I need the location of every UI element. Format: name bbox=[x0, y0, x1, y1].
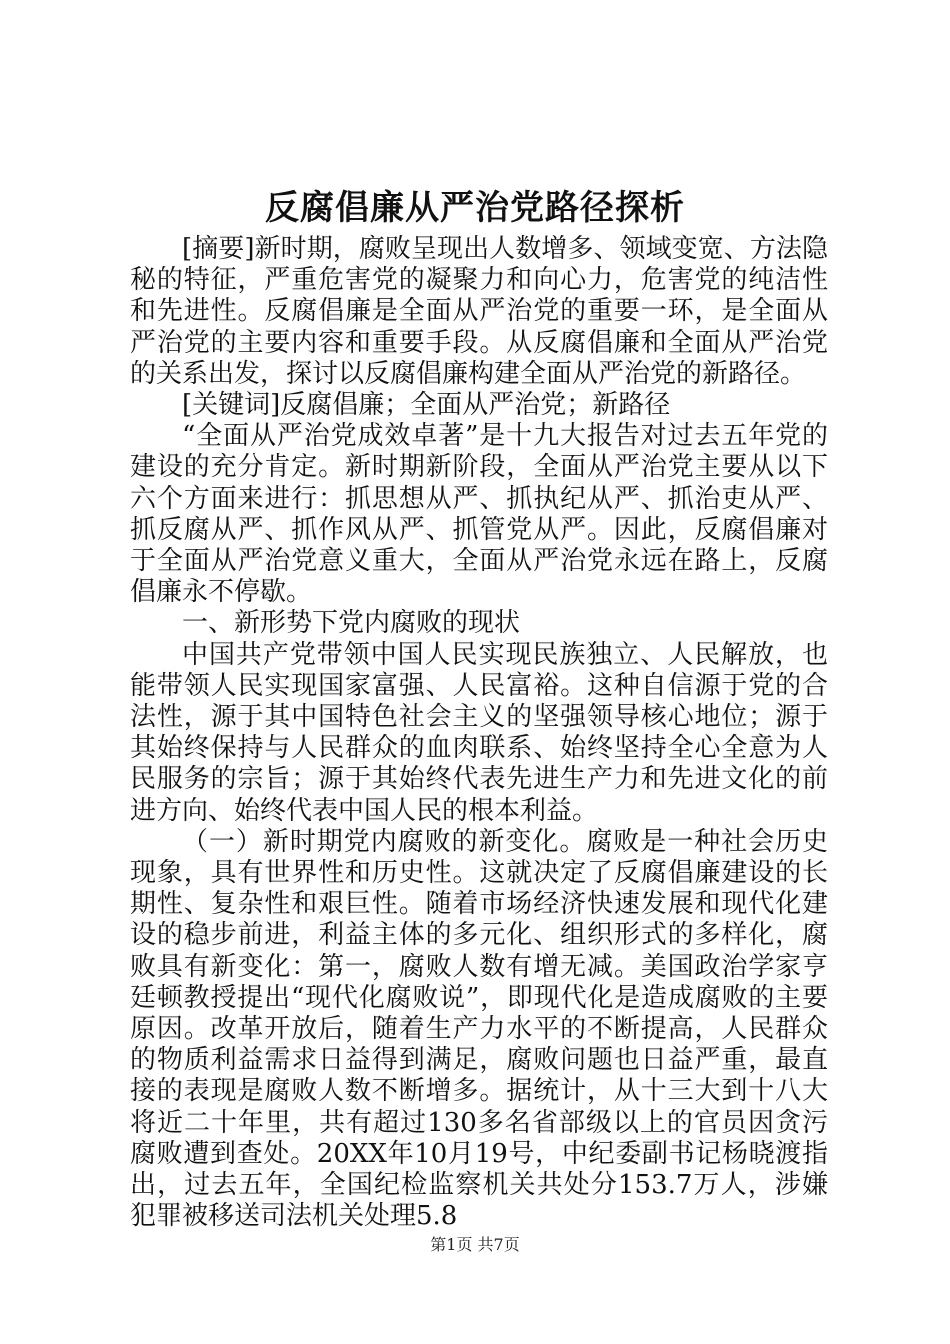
document-body bbox=[130, 234, 828, 1233]
abstract-paragraph: [摘要]新时期，腐败呈现出人数增多、领域变宽、方法隐秘的特征，严重危害党的凝聚力和向心力，危害党的纯洁性和先进性。反腐倡廉是全面从严治党的重要一环，是全面从严治党的主要内容和重要手段。从反腐倡廉和全面从严治党的关系出发，探讨以反腐倡廉构建全面从严治党的新路径。 bbox=[130, 234, 828, 389]
document-title: 反腐倡廉从严治党路径探析 bbox=[265, 188, 685, 228]
section-heading: 一、新形势下党内腐败的现状 bbox=[182, 608, 521, 639]
body-paragraph: 中国共产党带领中国人民实现民族独立、人民解放，也能带领人民实现国家富强、人民富裕。这种自信源于党的合法性，源于其中国特色社会主义的坚强领导核心地位；源于其始终保持与人民群众的血肉联系、始终坚持全心全意为人民服务的宗旨；源于其始终代表先进生产力和先进文化的前进方向、始终代表中国人民的根本利益。 bbox=[130, 639, 828, 826]
page-footer: 第1页 共7页 bbox=[430, 1235, 520, 1254]
keywords-paragraph: [关键词]反腐倡廉；全面从严治党；新路径 bbox=[182, 390, 671, 421]
intro-paragraph: “全面从严治党成效卓著”是十九大报告对过去五年党的建设的充分肯定。新时期新阶段，全面从严治党主要从以下六个方面来进行：抓思想从严、抓执纪从严、抓治吏从严、抓反腐从严、抓作风从严、抓管党从严。因此，反腐倡廉对于全面从严治党意义重大，全面从严治党永远在路上，反腐倡廉永不停歇。 bbox=[130, 421, 828, 608]
subsection-paragraph: （一）新时期党内腐败的新变化。腐败是一种社会历史现象，具有世界性和历史性。这就决定了反腐倡廉建设的长期性、复杂性和艰巨性。随着市场经济快速发展和现代化建设的稳步前进，利益主体的多元化、组织形式的多样化，腐败具有新变化：第一，腐败人数有增无减。美国政治学家亨廷顿教授提出“现代化腐败说”，即现代化是造成腐败的主要原因。改革开放后，随着生产力水平的不断提高，人民群众的物质利益需求日益得到满足，腐败问题也日益严重，最直接的表现是腐败人数不断增多。据统计，从十三大到十八大将近二十年里，共有超过130多名省部级以上的官员因贪污腐败遭到查处。20XX年10月19号，中纪委副书记杨晓渡指出，过去五年，全国纪检监察机关共处分153.7万人，涉嫌犯罪被移送司法机关处理5.8 bbox=[130, 826, 828, 1232]
